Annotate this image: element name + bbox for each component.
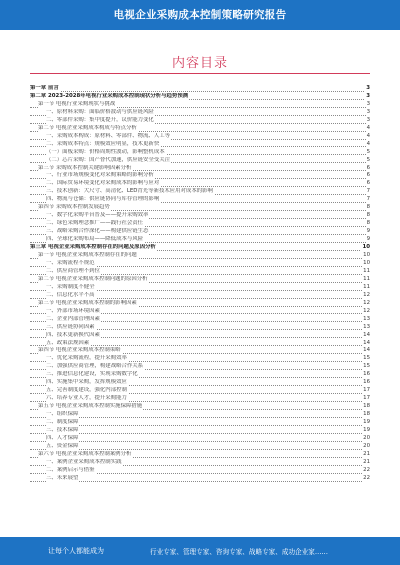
- toc-entry-title: 四、全球化采购布局——降低成本与风险: [46, 236, 144, 243]
- page-footer-bar: [0, 537, 400, 565]
- table-of-contents: [30, 85, 370, 483]
- toc-entry-title: 第二节 电视企业采购成本构成与特点分析: [38, 124, 137, 131]
- toc-entry-page: 3: [366, 100, 370, 107]
- toc-entry[interactable]: [30, 427, 370, 435]
- toc-entry-title: 第五节 电视企业采购成本控制实施保障措施: [38, 403, 143, 410]
- toc-entry-page: 3: [366, 116, 370, 123]
- toc-entry-title: 第三章 电视企业采购成本控制存在的问题及原因分析: [30, 244, 156, 251]
- toc-entry-title: 第四节 采购成本控制发展趋势: [38, 204, 110, 211]
- toc-entry-title: 二、供应商管理不到位: [46, 267, 100, 274]
- toc-entry[interactable]: [30, 371, 370, 379]
- toc-entry-page: 8: [366, 220, 370, 227]
- toc-entry-page: 6: [366, 172, 370, 179]
- toc-entry[interactable]: [30, 117, 370, 125]
- toc-entry[interactable]: [30, 347, 370, 355]
- toc-entry-page: 12: [363, 307, 370, 314]
- toc-entry[interactable]: [30, 419, 370, 427]
- toc-entry-page: 18: [363, 411, 370, 418]
- toc-entry[interactable]: [30, 435, 370, 443]
- toc-entry-title: 一、采购成本构成：原材料、零部件、物流、人工等: [46, 132, 170, 139]
- toc-entry[interactable]: [30, 292, 370, 300]
- toc-entry-title: 一、采购流程不规范: [46, 259, 95, 266]
- toc-entry[interactable]: [30, 379, 370, 387]
- footer-slogan: 让每个人都能成为: [48, 547, 104, 555]
- toc-entry-title: 二、零部件采购：集中度提升，议价能力变化: [46, 116, 154, 123]
- toc-entry[interactable]: [30, 165, 370, 173]
- toc-entry-page: 12: [363, 299, 370, 306]
- toc-entry[interactable]: [30, 467, 370, 475]
- toc-entry-page: 7: [366, 196, 370, 203]
- toc-entry-title: 三、供应链协同因素: [46, 323, 95, 330]
- toc-leader-dots: [30, 433, 370, 434]
- toc-entry-title: 第六节 电视企业采购成本控制案例分析: [38, 450, 132, 457]
- toc-entry[interactable]: [30, 459, 370, 467]
- toc-entry[interactable]: [30, 204, 370, 212]
- toc-entry-title: 第三节 采购成本控制关键影响因素分析: [38, 164, 132, 171]
- toc-entry-page: 19: [363, 426, 370, 433]
- toc-entry-title: 一、采购制度不健全: [46, 283, 95, 290]
- toc-entry-page: 7: [366, 188, 370, 195]
- toc-entry-title: 三、推进信息化建设，实现采购数字化: [46, 371, 138, 378]
- toc-entry-page: 22: [363, 474, 370, 481]
- toc-entry[interactable]: [30, 316, 370, 324]
- toc-entry-title: 第二章 2023-2028年电视行业采购成本控制现状分析与趋势预测: [30, 92, 189, 99]
- toc-entry-page: 11: [363, 275, 370, 282]
- toc-entry-title: 五、完善制度建设，强化内部控制: [46, 387, 127, 394]
- toc-leader-dots: [30, 441, 370, 442]
- toc-entry-page: 20: [363, 434, 370, 441]
- toc-entry-title: 二、制度保障: [46, 419, 79, 426]
- toc-divider: [30, 73, 370, 74]
- toc-entry-title: 第二节 电视企业采购成本控制问题的原因分析: [38, 275, 148, 282]
- toc-entry[interactable]: [30, 196, 370, 204]
- toc-entry-page: 15: [363, 355, 370, 362]
- toc-entry[interactable]: [30, 141, 370, 149]
- toc-entry-title: 一、外部市场环境因素: [46, 307, 100, 314]
- toc-entry-title: （一）面板采购：价格周期性波动，影响整机成本: [46, 148, 165, 155]
- toc-entry[interactable]: [30, 403, 370, 411]
- toc-entry-page: 4: [366, 132, 370, 139]
- footer-tagline: 行业专家、管理专家、咨询专家、战略专家、成功企业家……: [150, 548, 329, 556]
- toc-entry[interactable]: [30, 300, 370, 308]
- toc-entry[interactable]: [30, 475, 370, 483]
- toc-entry-title: 六、培养专业人才，提升采购能力: [46, 395, 127, 402]
- toc-entry-page: 8: [366, 212, 370, 219]
- toc-entry-title: 第三节 电视企业采购成本控制的影响因素: [38, 299, 137, 306]
- toc-entry[interactable]: [30, 411, 370, 419]
- toc-entry-title: 四、技术更新换代因素: [46, 331, 100, 338]
- toc-entry-page: 8: [366, 204, 370, 211]
- toc-entry-page: 3: [366, 92, 370, 99]
- toc-entry-title: 四、物流与仓储：供应链协同与库存管理的影响: [46, 196, 160, 203]
- toc-entry[interactable]: [30, 276, 370, 284]
- toc-entry-page: 16: [363, 371, 370, 378]
- toc-entry-title: 四、实施集中采购，发挥规模效应: [46, 379, 127, 386]
- toc-entry[interactable]: [30, 340, 370, 348]
- toc-entry[interactable]: [30, 188, 370, 196]
- toc-entry-title: 第一节 电视行业采购现状与挑战: [38, 100, 116, 107]
- toc-entry[interactable]: [30, 268, 370, 276]
- toc-entry-title: 三、未来展望: [46, 474, 79, 481]
- toc-entry[interactable]: [30, 395, 370, 403]
- toc-entry-title: 一、数字化采购平台普及——提升采购效率: [46, 212, 149, 219]
- toc-entry-page: 14: [363, 339, 370, 346]
- toc-entry-page: 19: [363, 419, 370, 426]
- toc-entry[interactable]: [30, 332, 370, 340]
- toc-entry-page: 18: [363, 403, 370, 410]
- toc-entry-page: 3: [366, 85, 370, 91]
- toc-entry-title: 一、优化采购流程，提升采购效率: [46, 355, 127, 362]
- toc-entry[interactable]: [30, 133, 370, 141]
- toc-leader-dots: [30, 425, 370, 426]
- toc-entry[interactable]: [30, 180, 370, 188]
- toc-entry[interactable]: [30, 109, 370, 117]
- toc-entry[interactable]: [30, 157, 370, 165]
- toc-entry-title: 二、采购成本特点：规模效应明显，技术更新快: [46, 140, 160, 147]
- toc-entry-title: 一、原材料采购：面临价格波动与供应链风险: [46, 108, 154, 115]
- toc-entry-title: 二、案例启示与借鉴: [46, 466, 95, 473]
- toc-entry[interactable]: [30, 252, 370, 260]
- toc-entry-title: 第一节 电视企业采购成本控制存在的问题: [38, 252, 137, 259]
- toc-entry-page: 5: [366, 156, 370, 163]
- toc-entry-page: 13: [363, 315, 370, 322]
- toc-entry-title: 三、技术保障: [46, 426, 79, 433]
- toc-entry[interactable]: [30, 220, 370, 228]
- toc-entry-page: 14: [363, 347, 370, 354]
- toc-entry-title: 二、加强供应商管理，构建战略合作关系: [46, 363, 144, 370]
- toc-entry[interactable]: [30, 93, 370, 101]
- toc-entry-page: 22: [363, 466, 370, 473]
- toc-entry-page: 6: [366, 164, 370, 171]
- toc-entry-title: 一、行业市场规模变化对采购策略的影响分析: [46, 172, 154, 179]
- toc-entry[interactable]: [30, 308, 370, 316]
- toc-entry-page: 21: [363, 450, 370, 457]
- toc-entry[interactable]: [30, 324, 370, 332]
- toc-entry[interactable]: [30, 125, 370, 133]
- page-header-bar: [0, 0, 400, 30]
- toc-leader-dots: [30, 481, 370, 482]
- toc-entry-page: 6: [366, 180, 370, 187]
- toc-leader-dots: [30, 91, 370, 92]
- toc-entry[interactable]: [30, 101, 370, 109]
- toc-entry-page: 4: [366, 140, 370, 147]
- toc-entry-title: 五、政策法规因素: [46, 339, 90, 346]
- toc-entry-title: （二）芯片采购：国产替代加速，供应链安全受关注: [46, 156, 170, 163]
- toc-entry-title: 一、案例企业采购成本控制实践: [46, 458, 122, 465]
- toc-entry-title: 一、组织保障: [46, 411, 79, 418]
- toc-entry-page: 17: [363, 387, 370, 394]
- toc-entry[interactable]: [30, 236, 370, 244]
- toc-entry-page: 10: [363, 259, 370, 266]
- toc-entry-title: 四、人才保障: [46, 434, 79, 441]
- toc-entry[interactable]: [30, 363, 370, 371]
- toc-entry-page: 3: [366, 108, 370, 115]
- toc-entry-page: 9: [366, 228, 370, 235]
- toc-entry[interactable]: [30, 212, 370, 220]
- toc-entry-page: 13: [363, 323, 370, 330]
- toc-entry-title: 三、战略采购合作深化——构建供应链生态: [46, 228, 149, 235]
- toc-entry-page: 16: [363, 379, 370, 386]
- toc-entry-title: 二、国际贸易环境变化对采购成本的影响与应对: [46, 180, 160, 187]
- toc-entry-page: 4: [366, 124, 370, 131]
- toc-entry-page: 12: [363, 291, 370, 298]
- toc-entry[interactable]: [30, 228, 370, 236]
- toc-entry[interactable]: [30, 451, 370, 459]
- toc-entry-title: 五、资金保障: [46, 442, 79, 449]
- toc-entry-title: 第一章 前言: [30, 85, 59, 91]
- toc-entry-page: 9: [366, 236, 370, 243]
- toc-entry[interactable]: [30, 260, 370, 268]
- toc-entry-page: 20: [363, 442, 370, 449]
- toc-heading: 内容目录: [171, 56, 228, 71]
- toc-entry-page: 14: [363, 331, 370, 338]
- toc-leader-dots: [30, 417, 370, 418]
- toc-entry-page: 10: [362, 244, 370, 251]
- toc-entry[interactable]: [30, 85, 370, 93]
- toc-entry-title: 二、信息化水平不高: [46, 291, 95, 298]
- toc-entry-title: 二、绿色采购理念推广——践行社会责任: [46, 220, 144, 227]
- toc-entry-page: 11: [363, 267, 370, 274]
- toc-entry[interactable]: [30, 387, 370, 395]
- toc-entry[interactable]: [30, 355, 370, 363]
- toc-entry-title: 二、企业内部管理因素: [46, 315, 100, 322]
- toc-entry[interactable]: [30, 172, 370, 180]
- toc-entry[interactable]: [30, 244, 370, 252]
- toc-entry-page: 10: [363, 252, 370, 259]
- toc-entry-page: 17: [363, 395, 370, 402]
- toc-entry[interactable]: [30, 443, 370, 451]
- toc-entry-page: 11: [363, 283, 370, 290]
- toc-entry-title: 三、技术创新：大尺寸、高清化、LED背光等新技术应用对成本的影响: [46, 188, 213, 195]
- toc-entry[interactable]: [30, 149, 370, 157]
- toc-entry-page: 15: [363, 363, 370, 370]
- toc-entry-page: 21: [363, 458, 370, 465]
- report-title: 电视企业采购成本控制策略研究报告: [113, 9, 287, 21]
- toc-entry-title: 第四节 电视企业采购成本控制策略: [38, 347, 121, 354]
- toc-entry[interactable]: [30, 284, 370, 292]
- toc-leader-dots: [30, 449, 370, 450]
- toc-entry-page: 5: [366, 148, 370, 155]
